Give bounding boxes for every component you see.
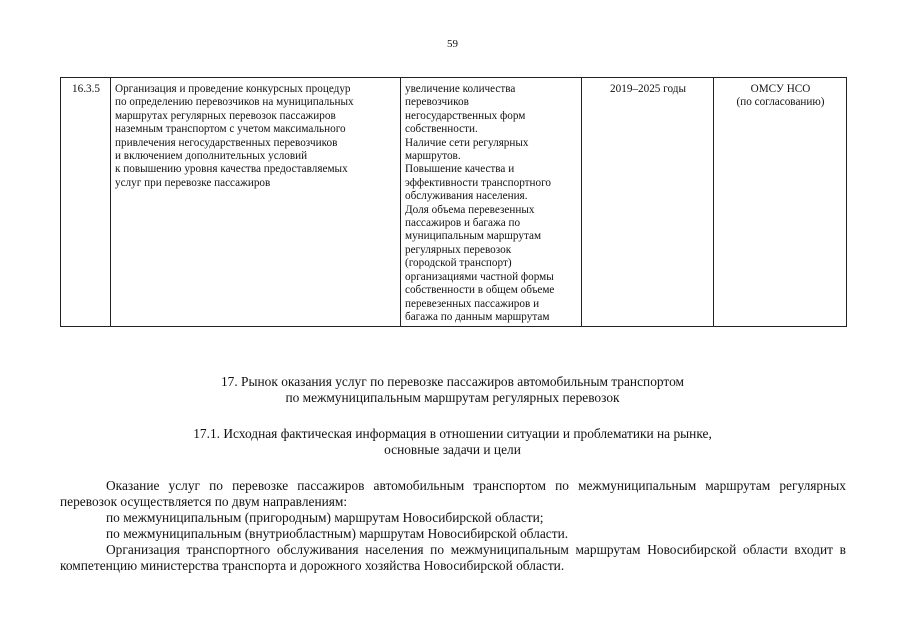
- activity-line: к повышению уровня качества предоставляемых: [115, 163, 348, 176]
- section-heading-line: по межмуниципальным маршрутам регулярных перевозок: [285, 390, 620, 405]
- section-17-1-heading: [0, 426, 905, 458]
- result-line: маршрутов.: [405, 150, 461, 163]
- result-line: увеличение количества: [405, 83, 516, 95]
- body-text: [60, 478, 846, 574]
- result-line: эффективности транспортного: [405, 176, 552, 189]
- result-line: Повышение качества и: [405, 163, 515, 176]
- result-line: перевезенных пассажиров и: [405, 297, 540, 310]
- result-line: негосударственных форм: [405, 109, 526, 122]
- result-line: обслуживания населения.: [405, 190, 528, 203]
- section-heading-line: 17. Рынок оказания услуг по перевозке пассажиров автомобильным транспортом: [220, 374, 685, 389]
- row-number: 16.3.5: [61, 78, 111, 327]
- paragraph: по межмуниципальным (внутриобластным) маршрутам Новосибирской области.: [106, 526, 569, 541]
- activity-line: привлечения негосударственных перевозчиков: [115, 136, 338, 149]
- result-line: Наличие сети регулярных: [405, 136, 529, 149]
- activity-cell: [111, 78, 401, 327]
- period-cell: 2019–2025 годы: [582, 78, 714, 327]
- result-line: муниципальным маршрутам: [405, 230, 542, 243]
- subsection-heading-line: 17.1. Исходная фактическая информация в отношении ситуации и проблематики на рынке,: [193, 426, 712, 441]
- activity-line: маршрутах регулярных перевозок пассажиров: [115, 109, 336, 122]
- executor-cell: [714, 78, 847, 327]
- result-line: (городской транспорт): [405, 257, 512, 270]
- table-row: [61, 78, 847, 327]
- executor-line: (по согласованию): [736, 96, 825, 109]
- result-line: организациями частной формы: [405, 270, 554, 283]
- activity-line: услуг при перевозке пассажиров: [115, 176, 271, 189]
- result-line: собственности в общем объеме: [405, 284, 555, 297]
- result-line: собственности.: [405, 123, 478, 136]
- measures-table: [60, 77, 847, 327]
- paragraph: Организация транспортного обслуживания населения по межмуниципальным маршрутам Новосибирской области входит в компетенцию министерства транспорта и дорожного хозяйства Новосибирской области.: [60, 542, 846, 573]
- result-line: пассажиров и багажа по: [405, 217, 521, 230]
- executor-line: ОМСУ НСО: [750, 83, 811, 95]
- activity-line: по определению перевозчиков на муниципальных: [115, 96, 354, 109]
- page-number: 59: [447, 38, 458, 50]
- activity-line: наземным транспортом с учетом максимального: [115, 123, 346, 136]
- result-line: регулярных перевозок: [405, 243, 512, 256]
- section-17-heading: [0, 374, 905, 406]
- activity-line: и включением дополнительных условий: [115, 150, 308, 163]
- result-line: багажа по данным маршрутам: [405, 310, 550, 323]
- paragraph: Оказание услуг по перевозке пассажиров автомобильным транспортом по межмуниципальным маршрутам регулярных перевозок осуществляется по двум направлениям:: [60, 478, 846, 509]
- activity-line: Организация и проведение конкурсных процедур: [115, 83, 351, 95]
- subsection-heading-line: основные задачи и цели: [384, 442, 521, 457]
- paragraph: по межмуниципальным (пригородным) маршрутам Новосибирской области;: [106, 510, 544, 525]
- result-line: Доля объема перевезенных: [405, 203, 535, 216]
- result-cell: [401, 78, 582, 327]
- result-line: перевозчиков: [405, 96, 469, 109]
